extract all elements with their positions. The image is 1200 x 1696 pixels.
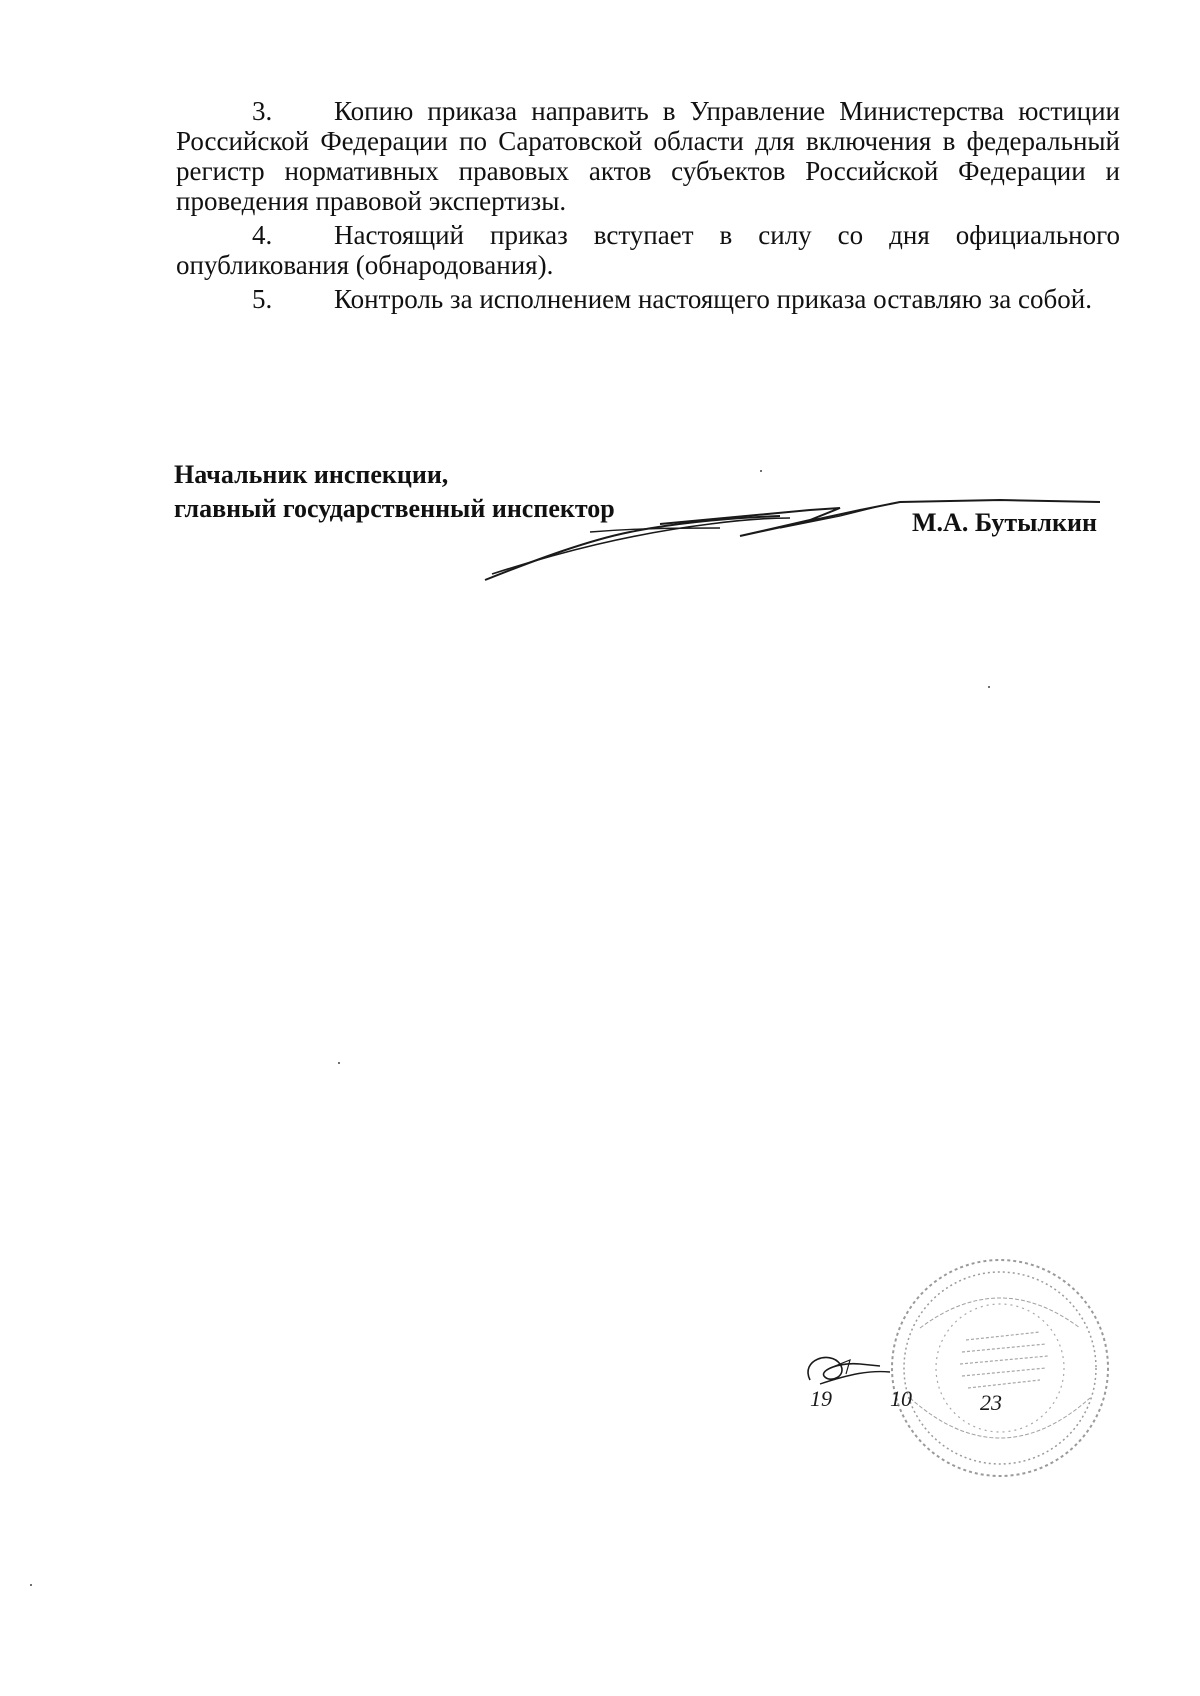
signer-position-line-2: главный государственный инспектор: [174, 494, 615, 523]
clause-number: 3.: [252, 96, 273, 126]
handwritten-date-year: 23: [980, 1390, 1002, 1415]
scan-speck: [760, 470, 762, 472]
clause-text: Контроль за исполнением настоящего приказа оставляю за собой.: [334, 284, 1092, 314]
clause-text: Копию приказа направить в Управление Министерства юстиции Российской Федерации по Саратовской области для включения в федеральный регистр нормативных правовых актов субъектов Российской Федерации и проведения правовой экспертизы.: [176, 96, 1120, 216]
clause-number: 5.: [252, 284, 273, 314]
scan-speck: [338, 1062, 340, 1064]
signer-name: М.А. Бутылкин: [912, 508, 1097, 537]
handwritten-visa-mark: [790, 1340, 1050, 1420]
clause-4: [176, 220, 1120, 280]
order-clauses: [176, 96, 1120, 318]
handwritten-date-day: 19: [810, 1386, 832, 1411]
clause-3: [176, 96, 1120, 216]
clause-text: Настоящий приказ вступает в силу со дня официального опубликования (обнародования).: [176, 220, 1120, 280]
handwritten-date-month: 10: [890, 1386, 912, 1411]
signer-position-line-1: Начальник инспекции,: [174, 460, 449, 489]
handwritten-signature: [480, 488, 1120, 588]
clause-5: [176, 284, 1120, 314]
clause-number: 4.: [252, 220, 273, 250]
scan-speck: [988, 686, 990, 688]
scan-speck: [30, 1584, 32, 1586]
